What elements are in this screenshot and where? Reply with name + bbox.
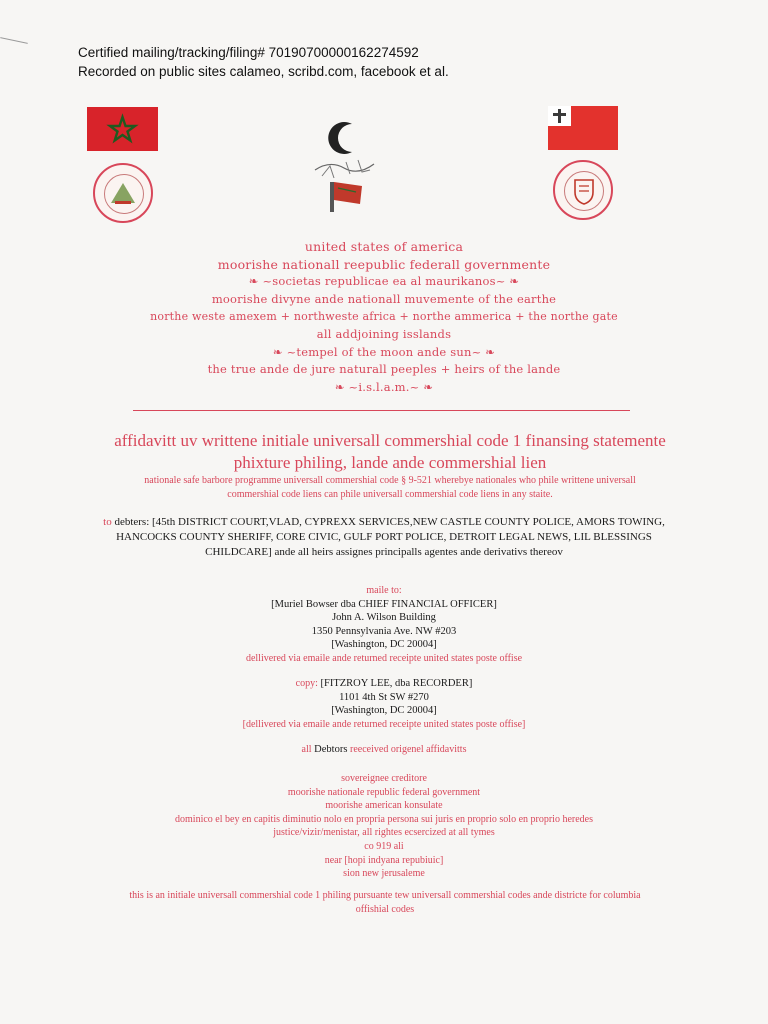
- debtors-list: [72, 515, 696, 560]
- title-line: moorishe nationall reepublic federall governmente: [217, 256, 551, 272]
- affidavit-title-line: phixture philing, lande ande commershial lien: [233, 453, 547, 472]
- received-debtors: Debtors: [314, 744, 348, 755]
- moorish-seal-icon: [93, 163, 153, 223]
- affidavit-subtitle-line: nationale safe barbore programme universall commershial code § 9-521 wherebye nationales who phile writtene universall: [144, 475, 636, 486]
- maile-to-label: maile to:: [366, 585, 402, 596]
- copy-line: [0, 677, 768, 691]
- divider: [133, 410, 630, 411]
- tracking-line: Certified mailing/tracking/filing# 70190700000162274592: [78, 45, 419, 60]
- creditor-block: [0, 772, 768, 881]
- creditor-line: moorishe nationale republic federal government: [287, 786, 481, 798]
- scan-artifact: [0, 37, 28, 44]
- closing-statement: [70, 889, 700, 916]
- copy-street: 1101 4th St SW #270: [339, 691, 429, 703]
- maile-to-block: [0, 584, 768, 666]
- received-suffix: reeceived origenel affidavitts: [350, 744, 467, 755]
- government-title-block: [0, 238, 768, 396]
- copy-city: [Washington, DC 20004]: [331, 705, 437, 717]
- ornament-icon: ❧: [485, 344, 496, 359]
- recipient-street: 1350 Pennsylvania Ave. NW #203: [311, 625, 457, 637]
- creditor-line: justice/vizir/menistar, all rightes ecsercized at all tymes: [273, 827, 495, 839]
- morocco-flag-icon: [87, 107, 158, 151]
- debtors-line: [72, 515, 696, 530]
- creditor-line: sion new jerusaleme: [343, 868, 425, 880]
- creditor-line: dominico el bey en capitis diminutio nolo en propria persona sui juris en proprio solo en proprio heredes: [175, 813, 593, 825]
- title-line: ❧ ~i.s.l.a.m.~ ❧: [334, 379, 434, 394]
- affidavit-title: [60, 430, 720, 474]
- moorish-seal-icon: [553, 160, 613, 220]
- title-line: northe weste amexem + northweste africa + northe ammerica + the northe gate: [150, 310, 618, 324]
- debtors-line-text: debters: [45th DISTRICT COURT,VLAD, CYPREXX SERVICES,NEW CASTLE COUNTY POLICE, AMORS TOWING,: [114, 516, 665, 528]
- affidavit-subtitle: [60, 474, 720, 502]
- title-line: moorishe divyne ande nationall muvemente of the earthe: [211, 291, 557, 306]
- affidavit-subtitle-line: commershial code liens can phile universall commershial code liens in any staite.: [227, 489, 553, 500]
- recipient-city: [Washington, DC 20004]: [331, 639, 437, 651]
- title-line: ❧ ~societas republicae ea al maurikanos~ ❧: [248, 274, 520, 289]
- creditor-line: sovereignee creditore: [341, 773, 427, 784]
- copy-recipient-name: [FITZROY LEE, dba RECORDER]: [320, 678, 473, 689]
- debtors-prefix: to: [103, 516, 112, 528]
- closing-line: offishial codes: [355, 903, 415, 915]
- title-line: ❧ ~tempel of the moon ande sun~ ❧: [272, 344, 496, 359]
- title-line: united states of america: [304, 239, 464, 254]
- title-line: all addjoining isslands: [316, 326, 452, 341]
- moorish-flag-icon: [548, 106, 618, 150]
- debtors-line: HANCOCKS COUNTY SHERIFF, CORE CIVIC, GULF PORT POLICE, DETROIT LEGAL NEWS, LIL BLESSINGS: [116, 531, 652, 543]
- creditor-line: co 919 ali: [364, 840, 404, 852]
- closing-line: this is an initiale universall commershial code 1 philing pursuante tew universall commershial codes ande districte for columbia: [129, 890, 641, 901]
- ornament-icon: ❧: [423, 379, 434, 394]
- creditor-line: near [hopi indyana repubiuic]: [324, 854, 444, 866]
- ornament-icon: ❧: [334, 379, 345, 394]
- copy-block: [0, 677, 768, 731]
- delivery-note: dellivered via emaile ande returned receipte united states poste offise: [245, 652, 523, 664]
- copy-delivery-note: [dellivered via emaile ande returned receipte united states poste offise]: [242, 718, 526, 730]
- recipient-name: [Muriel Bowser dba CHIEF FINANCIAL OFFICER]: [271, 598, 497, 610]
- title-line: the true ande de jure naturall peeples + heirs of the lande: [207, 362, 561, 377]
- crescent-flag-emblem-icon: [300, 112, 390, 222]
- ornament-icon: ❧: [509, 274, 520, 289]
- affidavit-title-line: affidavitt uv writtene initiale universall commershial code 1 finansing statemente: [114, 431, 666, 450]
- creditor-line: moorishe american konsulate: [325, 800, 443, 812]
- debtors-line: CHILDCARE] ande all heirs assignes principalls agentes ande derivativs thereov: [205, 546, 563, 558]
- received-prefix: all: [301, 744, 312, 755]
- ornament-icon: ❧: [248, 274, 259, 289]
- filing-header: [78, 43, 449, 81]
- copy-label: copy:: [295, 678, 318, 689]
- recipient-building: John A. Wilson Building: [332, 612, 436, 624]
- ornament-icon: ❧: [272, 344, 283, 359]
- received-line: [0, 743, 768, 757]
- recorded-line: Recorded on public sites calameo, scribd.com, facebook et al.: [78, 64, 449, 79]
